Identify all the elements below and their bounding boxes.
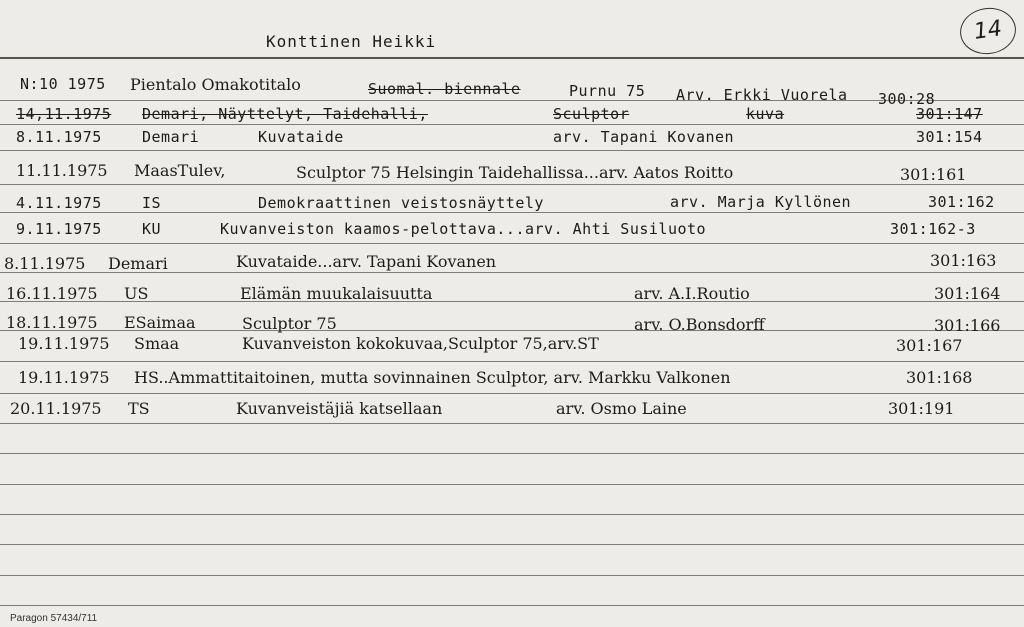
entry-source: Smaa xyxy=(134,334,180,353)
entry-note: kuva xyxy=(746,105,785,123)
entry-ref: 301:162 xyxy=(928,193,995,211)
entry-reviewer: arv. A.I.Routio xyxy=(634,284,750,303)
card-rule xyxy=(0,361,1024,362)
card-heading: Konttinen Heikki xyxy=(266,32,437,51)
entry-title: Sculptor 75 xyxy=(242,314,337,333)
card-rule xyxy=(0,393,1024,394)
entry-title: Suomal. biennale xyxy=(368,80,521,98)
entry-reviewer: arv. Osmo Laine xyxy=(556,399,687,418)
card-rule xyxy=(0,212,1024,213)
card-rule xyxy=(0,150,1024,151)
entry-source: TS xyxy=(128,399,150,418)
entry-title: Sculptor xyxy=(553,105,630,123)
entry-source: ESaimaa xyxy=(124,313,196,332)
entry-title: Kuvataide...arv. Tapani Kovanen xyxy=(236,252,497,271)
entry-ref: 301:191 xyxy=(888,399,955,418)
entry-date: 9.11.1975 xyxy=(16,220,102,238)
entry-ref: 301:163 xyxy=(930,251,997,270)
entry-ref: 301:147 xyxy=(916,105,983,123)
card-rule xyxy=(0,514,1024,515)
entry-date: 11.11.1975 xyxy=(16,161,108,180)
entry-source: MaasTulev, xyxy=(134,161,226,180)
card-rule xyxy=(0,605,1024,606)
card-rule xyxy=(0,423,1024,424)
entry-reviewer: arv. O.Bonsdorff xyxy=(634,315,765,334)
entry-title: Kuvanveiston kokokuvaa,Sculptor 75,arv.ST xyxy=(242,334,599,353)
card-rule xyxy=(0,575,1024,576)
entry-source: Demari, Näyttelyt, Taidehalli, xyxy=(142,105,428,123)
card-rule xyxy=(0,544,1024,545)
entry-reviewer: arv. Marja Kyllönen xyxy=(670,193,852,211)
header-rule xyxy=(0,57,1024,59)
entry-date: 20.11.1975 xyxy=(10,399,102,418)
entry-source: US xyxy=(124,284,149,303)
entry-ref: 301:162-3 xyxy=(890,220,976,238)
card-rule xyxy=(0,301,1024,302)
entry-date: 16.11.1975 xyxy=(6,284,98,303)
entry-date: N:10 1975 xyxy=(20,75,106,93)
card-number: 14 xyxy=(957,4,1019,57)
entry-date: 8.11.1975 xyxy=(16,128,102,146)
entry-source: HS..Ammattitaitoinen, mutta sovinnainen Sculptor, arv. Markku Valkonen xyxy=(134,368,731,387)
entry-source: Demari xyxy=(142,128,200,146)
entry-source: KU xyxy=(142,220,162,238)
entry-date: 14,11.1975 xyxy=(16,105,112,123)
card-rule xyxy=(0,184,1024,185)
entry-date: 19.11.1975 xyxy=(18,334,110,353)
entry-ref: 301:168 xyxy=(906,368,973,387)
entry-title: Elämän muukalaisuutta xyxy=(240,284,433,303)
entry-title: Sculptor 75 Helsingin Taidehallissa...arv. Aatos Roitto xyxy=(296,163,734,182)
entry-source: IS xyxy=(142,194,162,212)
entry-reviewer: Arv. Erkki Vuorela xyxy=(676,86,848,104)
entry-ref: 301:154 xyxy=(916,128,983,146)
card-footer: Paragon 57434/711 xyxy=(10,613,98,624)
entry-date: 18.11.1975 xyxy=(6,313,98,332)
entry-ref: 300:28 xyxy=(878,90,936,108)
card-rule xyxy=(0,243,1024,244)
entry-date: 4.11.1975 xyxy=(16,194,102,212)
entry-source: Pientalo Omakotitalo xyxy=(130,75,301,94)
card-rule xyxy=(0,124,1024,125)
entry-reviewer: arv. Tapani Kovanen xyxy=(553,128,735,146)
entry-ref: 301:161 xyxy=(900,165,967,184)
entry-title: Kuvataide xyxy=(258,128,344,146)
entry-ref: 301:166 xyxy=(934,316,1001,335)
entry-source: Demari xyxy=(108,254,168,273)
entry-title: Kuvanveistäjiä katsellaan xyxy=(236,399,443,418)
card-rule xyxy=(0,484,1024,485)
entry-date: 8.11.1975 xyxy=(4,254,86,273)
entry-title: Kuvanveiston kaamos-pelottava...arv. Ahti Susiluoto xyxy=(220,220,707,238)
entry-ref: 301:167 xyxy=(896,336,963,355)
entry-ref: 301:164 xyxy=(934,284,1001,303)
entry-place: Purnu 75 xyxy=(569,82,646,100)
card-rule xyxy=(0,100,1024,101)
entry-date: 19.11.1975 xyxy=(18,368,110,387)
card-rule xyxy=(0,453,1024,454)
entry-title: Demokraattinen veistosnäyttely xyxy=(258,194,544,212)
